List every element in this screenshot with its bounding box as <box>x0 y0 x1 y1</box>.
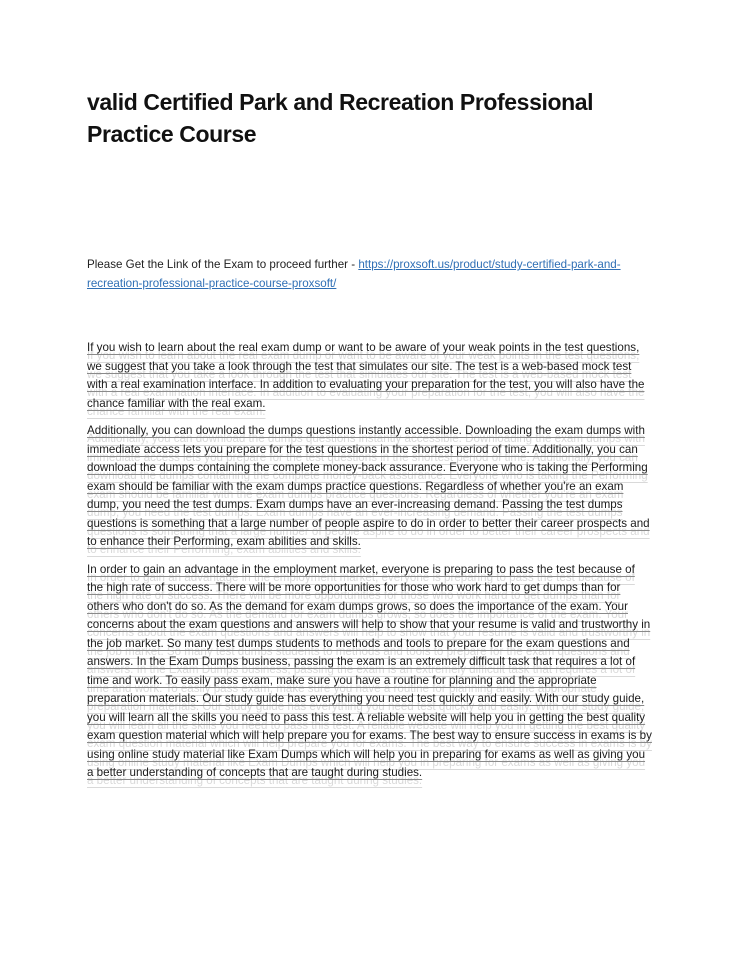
document-page <box>87 86 653 792</box>
exam-link-paragraph <box>87 256 653 293</box>
document-title: valid Certified Park and Recreation Professional Practice Course <box>87 89 594 147</box>
paragraph-1: If you wish to learn about the real exam dump or want to be aware of your weak points in the test questions, we suggest that you take a look through the test that simulates our site. The test is a web-based mock test with a real examination interface. In addition to evaluating your preparation for the test, you will also have the chance familiar with the real exam. <box>87 341 645 410</box>
paragraph-3: In order to gain an advantage in the employment market, everyone is preparing to pass the test because of the high rate of success. There will be more opportunities for those who work hard to get dumps than for others who don't do so. As the demand for exam dumps grows, so does the importance of the exam. Your concerns about the exam questions and answers will help to show that your resume is valid and trustworthy in the job market. So many test dumps students to methods and tools to prepare for the exam questions and answers. In the Exam Dumps business, passing the exam is an extremely difficult task that requires a lot of time and work. To easily pass exam, make sure you have a routine for planning and the appropriate preparation materials. Our study guide has everything you need test quickly and easily. With our study guide, you will learn all the skills you need to pass this test. A reliable website will help you in getting the best quality exam question material which will help prepare you for exams. The best way to ensure success in exams is by using online study material like Exam Dumps which will help you in preparing for exams as well as giving you a better understanding of concepts that are taught during studies. <box>87 562 652 779</box>
exam-link[interactable]: https://proxsoft.us/product/study-certified-park-and-recreation-professional-practice-course-proxsoft/ <box>87 258 621 290</box>
link-intro-text: Please Get the Link of the Exam to proceed further - <box>87 258 359 271</box>
paragraph-2: Additionally, you can download the dumps questions instantly accessible. Downloading the exam dumps with immediate access lets you prepare for the test questions in the shortest period of time. Additionally, you can download the dumps containing the complete money-back assurance. Everyone who is taking the Performing exam should be familiar with the exam dumps practice questions. Regardless of whether you're an exam dump, you need the test dumps. Exam dumps have an ever-increasing demand. Passing the test dumps questions is something that a large number of people aspire to do in order to better their career prospects and to enhance their Performing, exam abilities and skills. <box>87 424 650 548</box>
body-text <box>87 339 653 783</box>
